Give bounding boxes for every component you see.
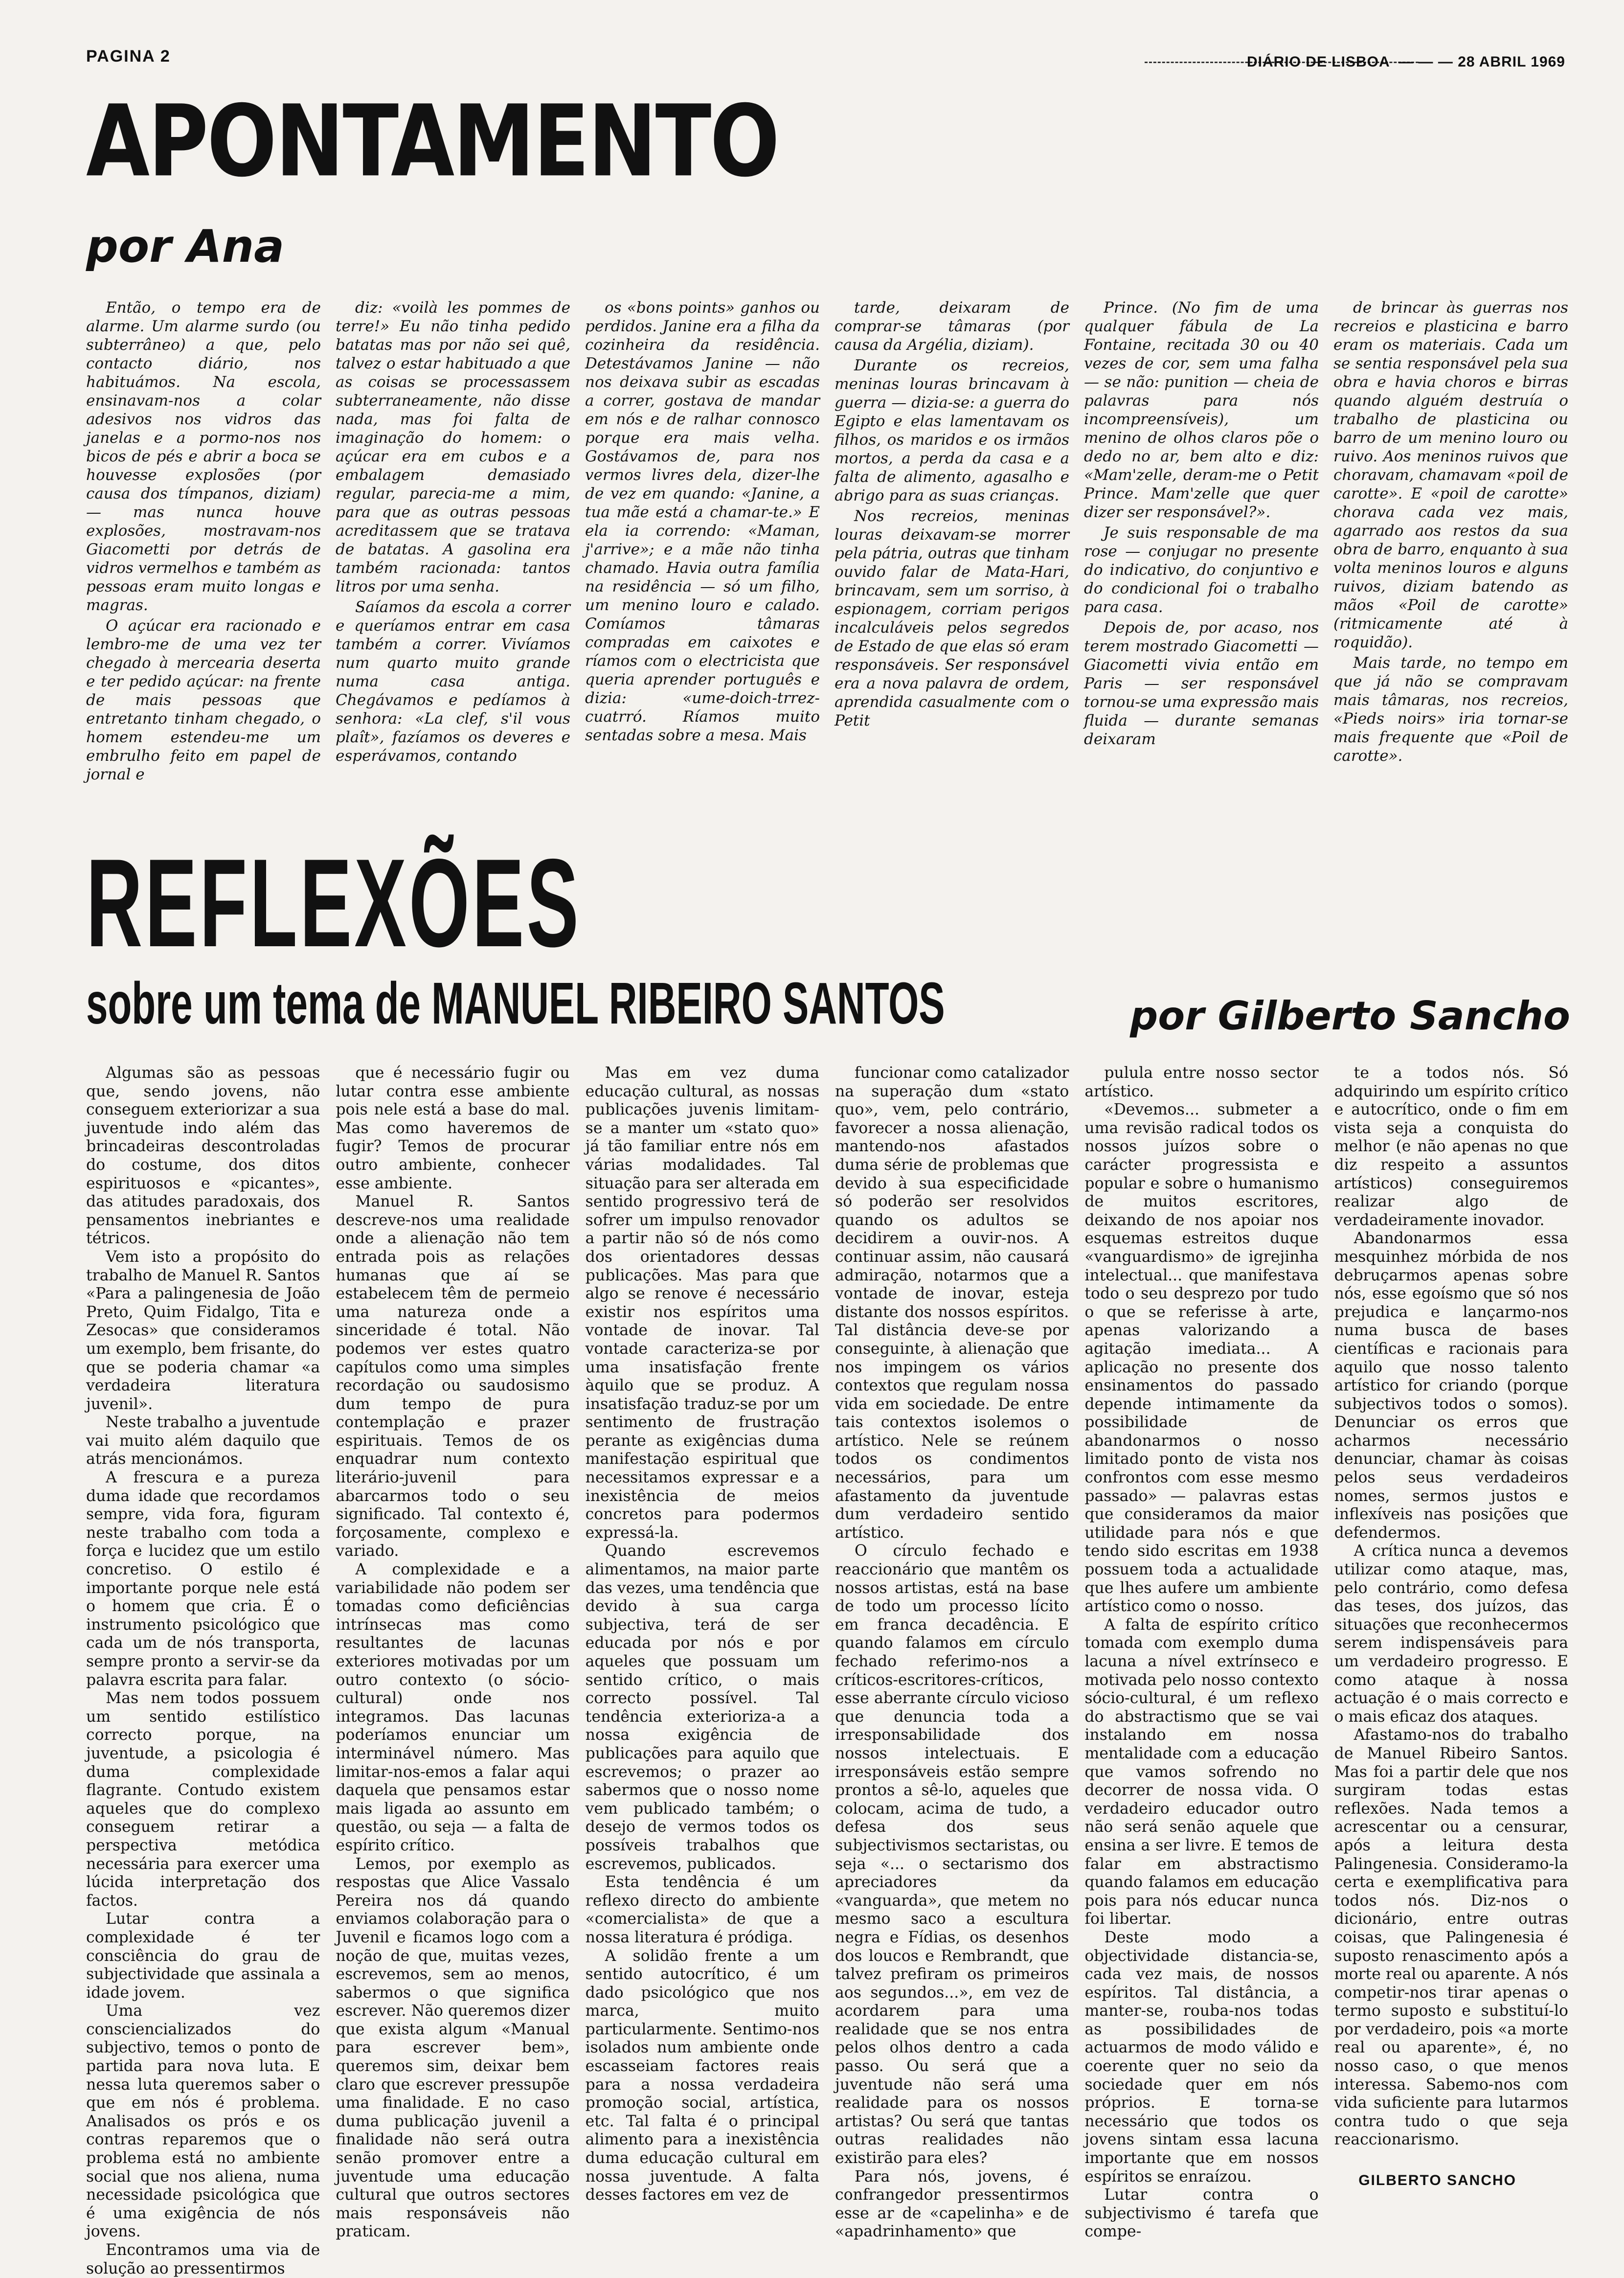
- paragraph: Lutar contra a complexidade é ter consciência do grau de subjectividade que assinala a idade jovem.: [86, 1910, 320, 2002]
- paragraph: O círculo fechado e reaccionário que mantêm os nossos artistas, está na base de todo um processo lícito em franca decadência. E quando falamos em círculo fechado referimo-nos a críticos-escritores-críticos, esse aberrante círculo vicioso que denuncia toda a irresponsabilidade dos nossos intelectuais. E irresponsáveis estão sempre prontos a sê-lo, aqueles que colocam, acima de tudo, a defesa dos seus subjectivismos sectaristas, ou seja «... o sectarismo dos apreciadores da «vanguarda», que metem no mesmo saco a escultura negra e Fídias, os desenhos dos loucos e Rembrandt, que talvez prefiram os primeiros aos segundos...», em vez de acordarem para uma realidade que se nos entra pelos olhos dentro a cada passo. Ou será que a juventude não será uma realidade para os nossos artistas? Ou será que tantas outras realidades não existirão para eles?: [835, 1542, 1069, 2167]
- paragraph: Durante os recreios, meninas louras brincavam à guerra — dizia-se: a guerra do Egipto e elas lamentavam os filhos, os maridos e os irmãos mortos, a perda da casa e a falta de alimento, agasalho e abrigo para as suas crianças.: [835, 357, 1069, 504]
- article2-column-5: [1084, 1064, 1318, 2278]
- paragraph: O açúcar era racionado e lembro-me de uma vez ter chegado à mercearia deserta e ter pedido açúcar: na frente de mais pessoas que entretanto tinham chegado, o homem estendeu-me um embrulho feito em papel de jornal e: [86, 617, 321, 783]
- article1-byline: por Ana: [86, 220, 285, 273]
- article2-subtitle: sobre um tema de MANUEL RIBEIRO SANTOS: [86, 970, 945, 1036]
- paragraph: Quando escrevemos alimentamos, na maior parte das vezes, uma tendência que devido à sua carga subjectiva, terá de ser educada por nós e por aqueles que possuam um sentido crítico, o mais correcto possível. Tal tendência exterioriza-a a nossa exigência de publicações para aquilo que escrevemos; o prazer ao sabermos que o nosso nome vem publicado também; o desejo de vermos todos os possíveis trabalhos que escrevemos, publicados.: [585, 1542, 819, 1873]
- article2-column-4: [835, 1064, 1069, 2278]
- article1-column-1: [86, 298, 321, 788]
- paragraph: Mas em vez duma educação cultural, as nossas publicações juvenis limitam-se a manter um «stato quo» já tão familiar entre nós em várias modalidades. Tal situação para ser alterada em sentido progressivo terá de sofrer um impulso renovador a partir não só de nós como dos orientadores dessas publicações. Mas para que algo se renove é necessário existir nos espíritos uma vontade de inovar. Tal vontade caracteriza-se por uma insatisfação frente àquilo que se produz. A insatisfação traduz-se por um sentimento de frustração perante as exigências duma manifestação espiritual que necessitamos expressar e a inexistência de meios concretos para podermos expressá-la.: [585, 1064, 819, 1542]
- paragraph: Abandonarmos essa mesquinhez mórbida de nos debruçarmos apenas sobre nós, esse egoísmo que só nos prejudica e lançarmo-nos numa busca de bases científicas e racionais para aquilo que nosso talento artístico for criando (porque subjectivos todos o somos). Denunciar os erros que acharmos necessário denunciar, chamar às coisas pelos seus verdadeiros nomes, sermos justos e inflexíveis nas posições que defendermos.: [1334, 1230, 1568, 1542]
- paragraph: Saíamos da escola a correr e queríamos entrar em casa também a correr. Vivíamos num quarto muito grande numa casa antiga. Chegávamos e pedíamos à senhora: «La clef, s'il vous plaît», fazíamos os deveres e esperávamos, contando: [336, 598, 570, 765]
- paragraph: A frescura e a pureza duma idade que recordamos sempre, vida fora, figuram neste trabalho com toda a força e lucidez que um estilo concretiso. O estilo é importante porque nele está o homem que cria. É o instrumento psicológico que cada um de nós transporta, sempre pronto a servir-se da palavra escrita para falar.: [86, 1469, 320, 1689]
- paragraph: Neste trabalho a juventude vai muito além daquilo que atrás mencionámos.: [86, 1413, 320, 1468]
- paragraph: Mais tarde, no tempo em que já não se compravam mais tâmaras, nos recreios, «Pieds noirs» iria tornar-se mais frequente que «Poil de carotte».: [1333, 654, 1568, 765]
- paragraph: Esta tendência é um reflexo directo do ambiente «comercialista» de que a nossa literatura é pródiga.: [585, 1873, 819, 1946]
- article1-column-6: [1333, 298, 1568, 788]
- paragraph: Para nós, jovens, é confrangedor pressentirmos esse ar de «capelinha» e de «apadrinhamento» que: [835, 2167, 1069, 2241]
- article1-column-2: [336, 298, 570, 788]
- issue-date: 28 ABRIL 1969: [1458, 54, 1565, 70]
- paragraph: Vem isto a propósito do trabalho de Manuel R. Santos «Para a palingenesia de João Preto, Quim Fidalgo, Tita e Zesocas» que consideramos um exemplo, bem frisante, do que se poderia chamar «a verdadeira literatura juvenil».: [86, 1248, 320, 1413]
- article2-column-1: [86, 1064, 320, 2278]
- article2-body: [86, 1064, 1568, 2278]
- article1-title: APONTAMENTO: [86, 84, 779, 199]
- paragraph: que é necessário fugir ou lutar contra esse ambiente pois nele está a base do mal. Mas como haveremos de fugir? Temos de procurar outro ambiente, conhecer esse ambiente.: [336, 1064, 570, 1192]
- article1-column-5: [1084, 298, 1319, 788]
- article2-byline: por Gilberto Sancho: [1130, 993, 1570, 1039]
- paragraph: Lemos, por exemplo as respostas que Alice Vassalo Pereira nos dá quando enviamos colaboração para o Juvenil e ficamos logo com a noção de que, muitas vezes, escrevemos, sem ao menos, sabermos o que significa escrever. Não queremos dizer que exista algum «Manual para escrever bem», queremos sim, deixar bem claro que escrever pressupõe uma finalidade. E no caso duma publicação juvenil a finalidade não será outra senão promover entre a juventude uma educação cultural que outros sectores mais responsáveis não praticam.: [336, 1855, 570, 2241]
- article2-title: REFLEXÕES: [86, 833, 582, 974]
- paragraph: Depois de, por acaso, nos terem mostrado Giacometti — Giacometti vivia então em Paris — ser responsável tornou-se uma expressão mais fluida — durante semanas deixaram: [1084, 619, 1319, 748]
- newspaper-name: DIÁRIO DE LISBOA: [1246, 54, 1390, 70]
- article1-column-3: [585, 298, 820, 788]
- article1-body: [86, 298, 1568, 788]
- paragraph: te a todos nós. Só adquirindo um espírito crítico e autocrítico, onde o fim em vista seja a conquista do melhor (e não apenas no que diz respeito a assuntos artísticos) conseguiremos realizar algo de verdadeiramente inovador.: [1334, 1064, 1568, 1229]
- paragraph: Lutar contra o subjectivismo é tarefa que compe-: [1084, 2186, 1319, 2241]
- article2-column-6: [1334, 1064, 1568, 2278]
- paragraph: A solidão frente a um sentido autocrítico, é um dado psicológico que nos marca, muito particularmente. Sentimo-nos isolados num ambiente onde escasseiam factores reais para a nossa verdadeira promoção social, artística, etc. Tal falta é o principal alimento para a inexistência duma educação cultural em nossa juventude. A falta desses factores em vez de: [585, 1947, 819, 2204]
- paragraph: Deste modo a objectividade distancia-se, cada vez mais, de nossos espíritos. Tal distância, a manter-se, rouba-nos todas as possibilidades de actuarmos de modo válido e coerente quer no seio da sociedade quer em nós próprios. E torna-se necessário que todos os jovens sintam essa lacuna importante que em nossos espíritos se enraízou.: [1084, 1928, 1319, 2186]
- article2-column-2: [336, 1064, 569, 2278]
- paragraph: A crítica nunca a devemos utilizar como ataque, mas, pelo contrário, como defesa das teses, dos juízos, das situações que reconhecermos serem indispensáveis para um verdadeiro progresso. E como ataque à nossa actuação é o mais correcto e o mais eficaz dos ataques.: [1334, 1542, 1568, 1726]
- paragraph: diz: «voilà les pommes de terre!» Eu não tinha pedido batatas mas por não sei quê, talvez o estar habituado a que as coisas se processassem subterraneamente, não disse nada, mas foi falta de imaginação do homem: o açúcar era em cubos e a embalagem demasiado regular, parecia-me a mim, para que as outras pessoas acreditassem que se tratava de batatas. A gasolina era também racionada: tantos litros por uma senha.: [336, 299, 570, 595]
- paragraph: Encontramos uma via de solução ao pressentirmos: [86, 2241, 320, 2278]
- paragraph: Afastamo-nos do trabalho de Manuel Ribeiro Santos. Mas foi a partir dele que nos surgiram todas estas reflexões. Nada temos a acrescentar ou a censurar, após a leitura desta Palingenesia. Consideramo-la certa e exemplificativa para todos nós. Diz-nos o dicionário, entre outras coisas, que Palingenesia é suposto renascimento após a morte real ou aparente. A nós competir-nos tirar apenas o termo suposto e substituí-lo por verdadeiro, pois «a morte real ou aparente», é, no nosso caso, o que menos interessa. Sabemo-nos com vida suficiente para lutarmos contra tudo o que seja reaccionarismo.: [1334, 1726, 1568, 2149]
- masthead: DIÁRIO DE LISBOA — — — 28 ABRIL 1969: [1246, 54, 1565, 70]
- paragraph: os «bons points» ganhos ou perdidos. Janine era a filha da cozinheira da residência. Detestávamos Janine — não nos deixava subir as escadas a correr, gostava de mandar em nós e de ralhar connosco porque era mais velha. Gostávamos de, para nos vermos livres dela, dizer-lhe de vez em quando: «Janine, a tua mãe está a chamar-te.» E ela ia correndo: «Maman, j'arrive»; e a mãe não tinha chamado. Havia outra família na residência — só um filho, um menino louro e calado. Comíamos tâmaras compradas em caixotes e ríamos com o electricista que queria aprender português e dizia: «ume-doich-trrez-cuatrró. Ríamos muito sentadas sobre a mesa. Mais: [585, 299, 820, 744]
- article1-column-4: [835, 298, 1069, 788]
- paragraph: Mas nem todos possuem um sentido estilístico correcto porque, na juventude, a psicologia é duma complexidade flagrante. Contudo existem aqueles que do complexo conseguem retirar a perspectiva metódica necessária para exercer uma lúcida interpretação dos factos.: [86, 1689, 320, 1910]
- paragraph: «Devemos... submeter a uma revisão radical todos os nossos juízos sobre o carácter progressista e popular e sobre o humanismo de muitos escritores, deixando de nos apoiar nos esquemas estreitos duque «vanguardismo» de igrejinha intelectual... que manifestava todo o seu desprezo por tudo o que se referisse à arte, apenas valorizando a agitação imediata... A aplicação no presente dos ensinamentos do passado depende intimamente da possibilidade de abandonarmos o nosso limitado ponto de vista nos confrontos com esse mesmo passado» — palavras estas que consideramos da maior utilidade para nós e que tendo sido escritas em 1938 possuem toda a actualidade que lhes aufere um ambiente artístico como o nosso.: [1084, 1101, 1319, 1616]
- paragraph: A complexidade e a variabilidade não podem ser tomadas como deficiências intrínsecas mas como resultantes de lacunas exteriores motivadas por um outro contexto (o sócio-cultural) onde nos integramos. Das lacunas poderíamos enunciar um interminável número. Mas limitar-nos-emos a falar aqui daquela que pensamos estar mais ligada ao assunto em questão, ou seja — a falta de espírito crítico.: [336, 1561, 570, 1854]
- paragraph: pulula entre nosso sector artístico.: [1084, 1064, 1319, 1100]
- paragraph: funcionar como catalizador na superação dum «stato quo», vem, pelo contrário, favorecer a nossa alienação, mantendo-nos afastados duma série de problemas que devido à sua especificidade só poderão ser resolvidos quando os adultos se decidirem a ouvir-nos. A continuar assim, não causará admiração, notarmos que a vontade de inovar, esteja distante dos nossos espíritos. Tal distância deve-se por conseguinte, à alienação que nos impingem os vários contextos que regulam nossa vida em sociedade. De entre tais contextos isolemos o artístico. Nele se reúnem todos os condimentos necessários, para um afastamento da juventude dum verdadeiro sentido artístico.: [835, 1064, 1069, 1542]
- paragraph: Nos recreios, meninas louras deixavam-se morrer pela pátria, outras que tinham ouvido falar de Mata-Hari, brincavam, sem um sorriso, à espionagem, corriam perigos incalculáveis pelos segredos de Estado de que elas só eram responsáveis. Ser responsável era a nova palavra de ordem, aprendida casualmente com o Petit: [835, 507, 1069, 729]
- paragraph: tarde, deixaram de comprar-se tâmaras (por causa da Argélia, diziam).: [835, 299, 1069, 354]
- page-number: PAGINA 2: [86, 47, 171, 66]
- paragraph: Uma vez consciencializados do subjectivo, temos o ponto de partida para nova luta. E nessa luta queremos saber o que em nós é problema. Analisados os prós e os contras reparemos que o problema está no ambiente social que nos aliena, numa necessidade psicológica que é uma exigência de nós jovens.: [86, 2002, 320, 2241]
- article2-column-3: [586, 1064, 819, 2278]
- paragraph: A falta de espírito crítico tomada com exemplo duma lacuna a nível extrínseco e motivada pelo nosso contexto sócio-cultural, é um reflexo do abstractismo que se vai instalando em nossa mentalidade com a educação que vamos sofrendo no decorrer de nossa vida. O verdadeiro educador outro não será senão aquele que ensina a ser livre. E temos de falar em abstractismo quando falamos em educação pois para nós educar nunca foi libertar.: [1084, 1616, 1319, 1928]
- paragraph: de brincar às guerras nos recreios e plasticina e barro eram os materiais. Cada um se sentia responsável pela sua obra e havia choros e birras quando alguém destruía o trabalho de plasticina ou barro de um menino louro ou ruivo. Aos meninos ruivos que choravam, chamavam «poil de carotte». E «poil de carotte» chorava cada vez mais, agarrado aos restos da sua obra de barro, enquanto à sua volta meninos louros e alguns ruivos, diziam batendo as mãos «Poil de carotte» (ritmicamente até à roquidão).: [1333, 299, 1568, 651]
- article2-signature: GILBERTO SANCHO: [1358, 2172, 1516, 2188]
- paragraph: Algumas são as pessoas que, sendo jovens, não conseguem exteriorizar a sua juventude indo além das brincadeiras descontroladas do costume, dos ditos espirituosos e «picantes», das atitudes paradoxais, dos pensamentos inebriantes e tétricos.: [86, 1064, 320, 1248]
- paragraph: Je suis responsable de ma rose — conjugar no presente do indicativo, do conjuntivo e do condicional foi o trabalho para casa.: [1084, 524, 1319, 616]
- paragraph: Então, o tempo era de alarme. Um alarme surdo (ou subterrâneo) a que, pelo contacto diário, nos habituámos. Na escola, ensinavam-nos a colar adesivos nos vidros das janelas e a pormo-nos nos bicos de pés e abrir a boca se houvesse explosões (por causa dos tímpanos, diziam) — mas nunca houve explosões, mostravam-nos Giacometti por detrás de vidros vermelhos e também as pessoas eram muito longas e magras.: [86, 299, 321, 614]
- paragraph: Manuel R. Santos descreve-nos uma realidade onde a alienação não tem entrada pois as relações humanas que aí se estabelecem têm de permeio uma natureza onde a sinceridade é total. Não podemos ver estes quatro capítulos como uma simples recordação ou saudosismo dum tempo de pura contemplação e prazer espirituais. Temos de os enquadrar num contexto literário-juvenil para abarcarmos todo o seu significado. Tal contexto é, forçosamente, complexo e variado.: [336, 1193, 570, 1560]
- paragraph: Prince. (No fim de uma qualquer fábula de La Fontaine, recitada 30 ou 40 vezes de cor, sem uma falha — se não: punition — cheia de palavras para nós incompreensíveis), um menino de olhos claros põe o dedo no ar, bem alto e diz: «Mam'zelle, deram-me o Petit Prince. Mam'zelle que quer dizer ser responsável?».: [1084, 299, 1319, 521]
